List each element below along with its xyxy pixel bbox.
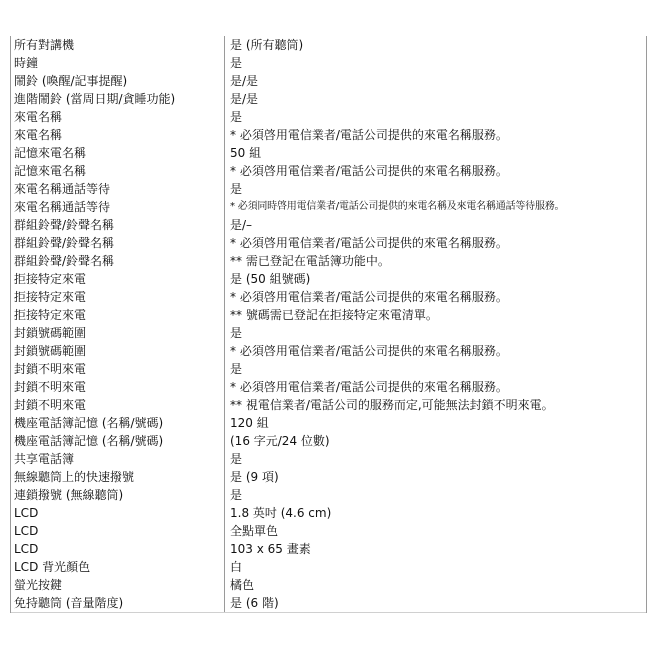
spec-label: 群組鈴聲/鈴聲名稱 <box>11 252 225 270</box>
spec-label: LCD <box>11 522 225 540</box>
spec-label: 記憶來電名稱 <box>11 144 225 162</box>
spec-row <box>11 288 646 306</box>
spec-row <box>11 576 646 594</box>
spec-label: 拒接特定來電 <box>11 270 225 288</box>
spec-row <box>11 450 646 468</box>
spec-value: 全點單色 <box>230 524 279 538</box>
spec-value: 是 <box>230 110 243 124</box>
spec-row <box>11 216 646 234</box>
spec-value: 1.8 英吋 (4.6 cm) <box>230 506 332 520</box>
spec-label: 共享電話簿 <box>11 450 225 468</box>
spec-value: (16 字元/24 位數) <box>230 434 330 448</box>
spec-label: 封鎖不明來電 <box>11 378 225 396</box>
spec-label: 所有對講機 <box>11 36 225 54</box>
spec-row <box>11 396 646 414</box>
spec-label: 進階鬧鈴 (當周日期/貪睡功能) <box>11 90 225 108</box>
spec-value: * 必須啓用電信業者/電話公司提供的來電名稱服務。 <box>230 344 508 358</box>
spec-value: ** 號碼需已登記在拒接特定來電清單。 <box>230 308 438 322</box>
spec-row <box>11 252 646 270</box>
spec-row <box>11 594 646 612</box>
spec-row <box>11 90 646 108</box>
spec-value: 是 (50 組號碼) <box>230 272 311 286</box>
spec-label: 記憶來電名稱 <box>11 162 225 180</box>
spec-value: 120 組 <box>230 416 269 430</box>
spec-label: 封鎖不明來電 <box>11 396 225 414</box>
spec-label: 螢光按鍵 <box>11 576 225 594</box>
spec-row <box>11 270 646 288</box>
spec-label: 鬧鈴 (喚醒/記事提醒) <box>11 72 225 90</box>
spec-value: 50 組 <box>230 146 262 160</box>
spec-row <box>11 486 646 504</box>
spec-row <box>11 72 646 90</box>
spec-label: 連鎖撥號 (無線聽筒) <box>11 486 225 504</box>
spec-label: 來電名稱通話等待 <box>11 198 225 216</box>
spec-label: 機座電話簿記憶 (名稱/號碼) <box>11 414 225 432</box>
spec-row <box>11 324 646 342</box>
spec-label: 拒接特定來電 <box>11 306 225 324</box>
spec-value: 是 <box>230 362 243 376</box>
spec-label: LCD 背光顏色 <box>11 558 225 576</box>
spec-value: 是/是 <box>230 74 259 88</box>
spec-label: LCD <box>11 540 225 558</box>
spec-row <box>11 54 646 72</box>
spec-label: LCD <box>11 504 225 522</box>
spec-row <box>11 342 646 360</box>
spec-row <box>11 468 646 486</box>
spec-value: 是 <box>230 182 243 196</box>
spec-table <box>10 36 647 613</box>
spec-row <box>11 558 646 576</box>
spec-label: 群組鈴聲/鈴聲名稱 <box>11 216 225 234</box>
spec-row <box>11 432 646 450</box>
spec-row <box>11 540 646 558</box>
spec-value: 是 (所有聽筒) <box>230 38 304 52</box>
spec-row <box>11 108 646 126</box>
spec-label: 來電名稱 <box>11 126 225 144</box>
spec-value: * 必須啓用電信業者/電話公司提供的來電名稱服務。 <box>230 128 508 142</box>
spec-row <box>11 180 646 198</box>
spec-row <box>11 162 646 180</box>
spec-label: 來電名稱 <box>11 108 225 126</box>
spec-row <box>11 126 646 144</box>
spec-value: 是 <box>230 56 243 70</box>
spec-label: 機座電話簿記憶 (名稱/號碼) <box>11 432 225 450</box>
spec-row <box>11 198 646 216</box>
spec-value: 103 x 65 畫素 <box>230 542 311 556</box>
spec-row <box>11 504 646 522</box>
spec-row <box>11 36 646 54</box>
spec-value: 是 <box>230 326 243 340</box>
spec-value: * 必須啓用電信業者/電話公司提供的來電名稱服務。 <box>230 236 508 250</box>
spec-label: 無線聽筒上的快速撥號 <box>11 468 225 486</box>
spec-label: 時鐘 <box>11 54 225 72</box>
spec-value: 是/– <box>230 218 253 232</box>
spec-value: 是/是 <box>230 92 259 106</box>
spec-label: 來電名稱通話等待 <box>11 180 225 198</box>
spec-value: 是 <box>230 452 243 466</box>
spec-row <box>11 306 646 324</box>
spec-row <box>11 378 646 396</box>
spec-value: * 必須啓用電信業者/電話公司提供的來電名稱服務。 <box>230 380 508 394</box>
spec-row <box>11 144 646 162</box>
spec-value: 橘色 <box>230 578 255 592</box>
spec-value: * 必須啓用電信業者/電話公司提供的來電名稱服務。 <box>230 290 508 304</box>
spec-value: 是 <box>230 488 243 502</box>
spec-row <box>11 522 646 540</box>
spec-value: ** 視電信業者/電話公司的服務而定,可能無法封鎖不明來電。 <box>230 398 554 412</box>
spec-row <box>11 234 646 252</box>
spec-label: 群組鈴聲/鈴聲名稱 <box>11 234 225 252</box>
spec-label: 拒接特定來電 <box>11 288 225 306</box>
spec-label: 封鎖不明來電 <box>11 360 225 378</box>
spec-row <box>11 360 646 378</box>
spec-label: 免持聽筒 (音量階度) <box>11 594 225 612</box>
spec-row <box>11 414 646 432</box>
spec-value: 是 (6 階) <box>230 596 279 610</box>
spec-value: 是 (9 項) <box>230 470 279 484</box>
spec-value: ** 需已登記在電話簿功能中。 <box>230 254 390 268</box>
table-bottom-rule <box>11 612 646 613</box>
spec-value: 白 <box>230 560 243 574</box>
spec-value: * 必須同時啓用電信業者/電話公司提供的來電名稱及來電名稱通話等待服務。 <box>230 201 565 212</box>
spec-label: 封鎖號碼範圍 <box>11 324 225 342</box>
spec-value: * 必須啓用電信業者/電話公司提供的來電名稱服務。 <box>230 164 508 178</box>
spec-label: 封鎖號碼範圍 <box>11 342 225 360</box>
